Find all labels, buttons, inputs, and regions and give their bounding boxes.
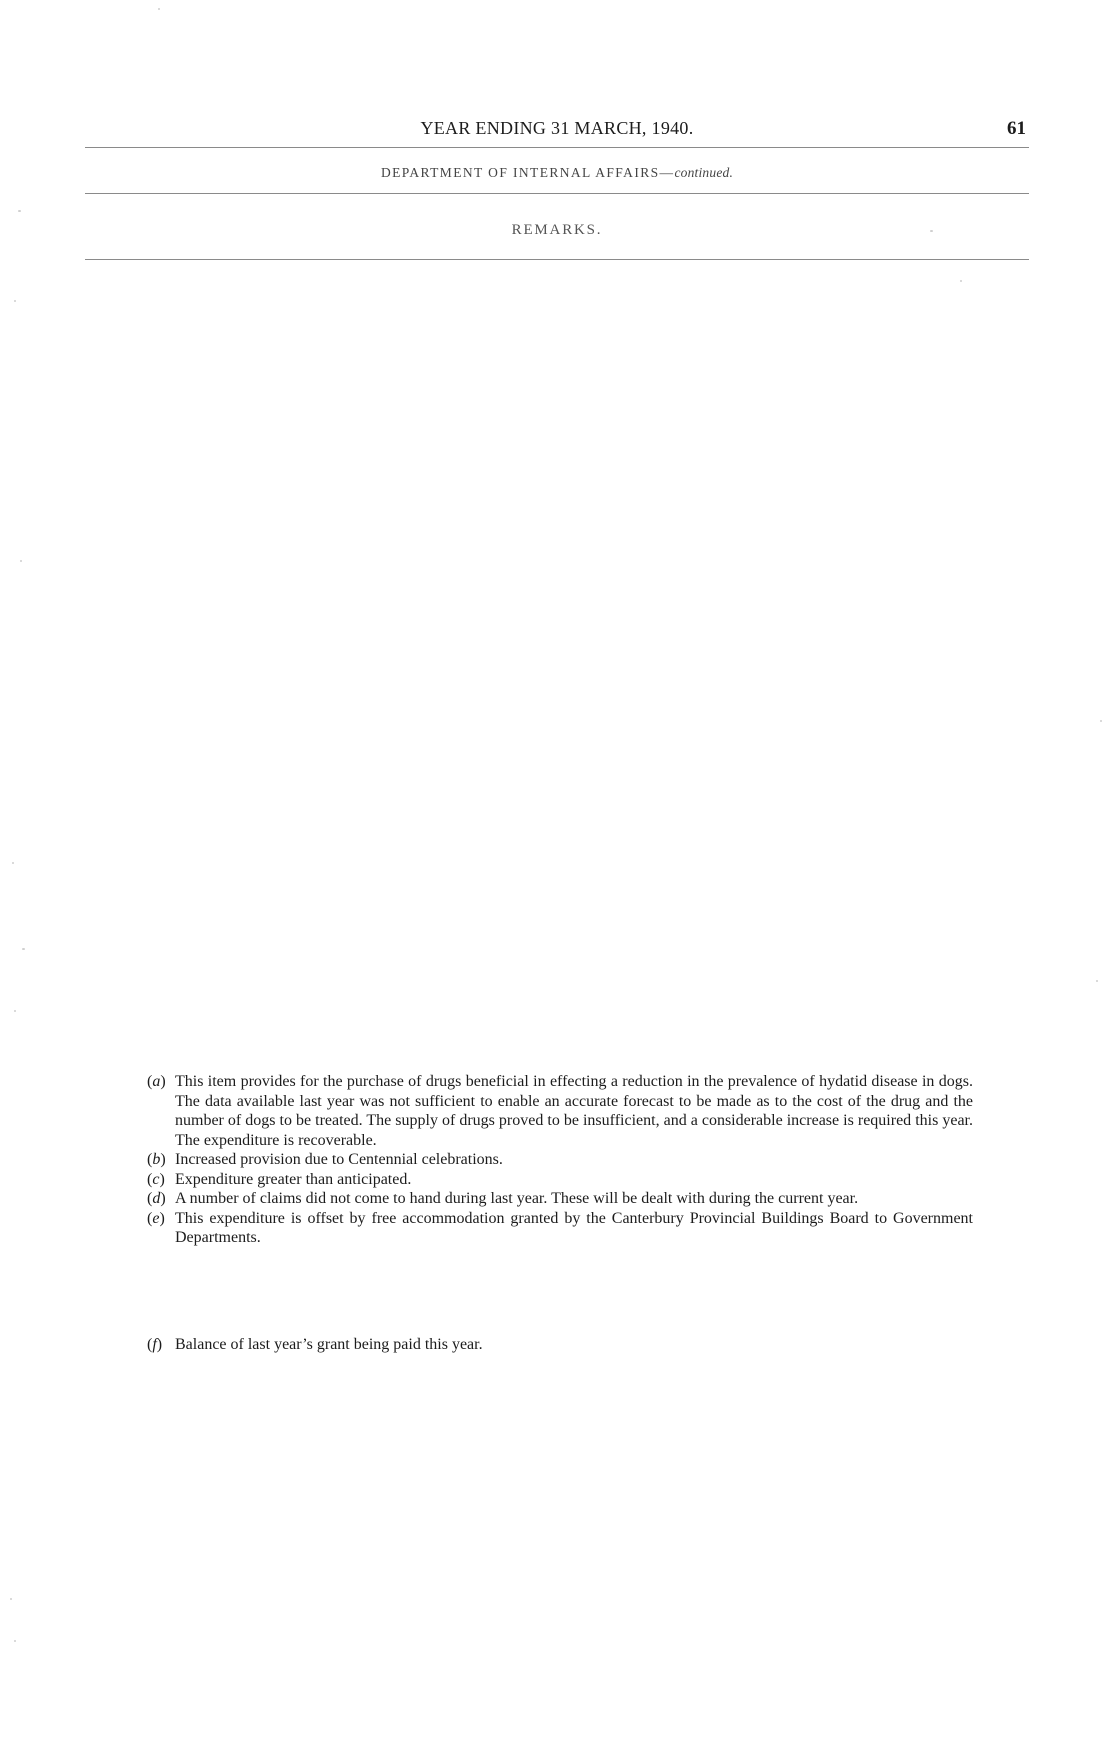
remark-text: Increased provision due to Centennial celebrations. bbox=[175, 1151, 503, 1168]
remark-d bbox=[147, 1189, 973, 1209]
remark-text: Balance of last year’s grant being paid this year. bbox=[175, 1336, 483, 1353]
remark-label: (d) bbox=[147, 1190, 166, 1207]
remark-f bbox=[147, 1336, 973, 1354]
remark-text: Expenditure greater than anticipated. bbox=[175, 1170, 412, 1188]
remark-label: (c) bbox=[147, 1170, 165, 1188]
continued-label: continued. bbox=[674, 165, 734, 180]
remark-label: (e) bbox=[147, 1209, 165, 1227]
header-rule-top bbox=[85, 147, 1029, 148]
page-number: 61 bbox=[1007, 118, 1026, 139]
remark-label: (f) bbox=[147, 1336, 163, 1353]
header-rule-bottom bbox=[85, 259, 1029, 260]
running-head: YEAR ENDING 31 MARCH, 1940. bbox=[420, 118, 694, 138]
remark-b bbox=[147, 1150, 973, 1170]
remark-label: (a) bbox=[147, 1073, 166, 1090]
remark-text: This item provides for the purchase of drugs beneficial in effecting a reduction in the prevalence of hydatid disease in dogs. The data available last year was not sufficient to enable an accurate forecast to be made as to the cost of the drug and the number of dogs to be treated. The supply of drugs proved to be insufficient, and a considerable increase is required this year. The expenditure is recoverable. bbox=[175, 1073, 973, 1149]
remark-c bbox=[147, 1170, 973, 1190]
section-title: REMARKS. bbox=[511, 222, 603, 238]
remark-e bbox=[147, 1209, 973, 1248]
remark-a bbox=[147, 1072, 973, 1150]
remark-label: (b) bbox=[147, 1151, 166, 1168]
header-rule-middle bbox=[85, 193, 1029, 194]
remark-text: A number of claims did not come to hand during last year. These will be dealt with during the current year. bbox=[175, 1190, 859, 1207]
remarks-list bbox=[147, 1072, 973, 1248]
department-name: DEPARTMENT OF INTERNAL AFFAIRS— bbox=[380, 165, 675, 180]
remark-text: This expenditure is offset by free accommodation granted by the Canterbury Provincial Buildings Board to Government Departments. bbox=[175, 1209, 973, 1246]
department-heading bbox=[0, 165, 1114, 181]
